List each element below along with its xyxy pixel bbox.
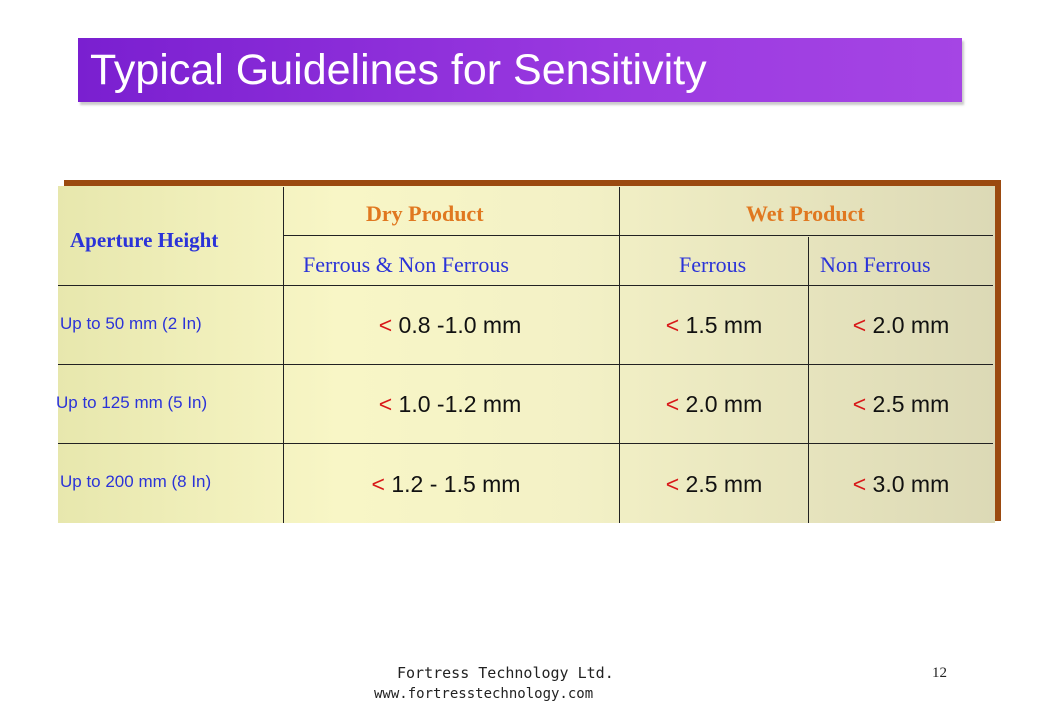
title-bar [78,38,962,102]
wet-ferrous-value-text: 2.0 mm [679,391,763,417]
divider-header-sub [283,235,993,236]
footer-website: www.fortresstechnology.com [374,686,594,702]
divider-row-0 [58,285,993,286]
less-than-symbol: < [852,471,867,497]
page-number: 12 [932,665,947,681]
footer-company: Fortress Technology Ltd. [397,664,614,682]
row-label: Up to 50 mm (2 In) [60,314,202,333]
divider-aperture [283,187,284,523]
dry-value-text: 1.0 -1.2 mm [392,391,522,417]
wet-ferrous-value-text: 2.5 mm [679,471,763,497]
wet-product-header: Wet Product [746,201,865,226]
dry-product-header: Dry Product [366,201,484,226]
less-than-symbol: < [378,391,393,417]
less-than-symbol: < [665,471,680,497]
wet-ferrous-value-text: 1.5 mm [679,312,763,338]
dry-value [290,391,610,418]
aperture-height-header: Aperture Height [70,228,219,252]
less-than-symbol: < [371,471,385,497]
divider-row-1 [58,364,993,365]
divider-dry-wet [619,187,620,523]
wet-ferrous-value [622,391,806,418]
dry-value-text: 0.8 -1.0 mm [392,312,522,338]
slide-title: Typical Guidelines for Sensitivity [90,46,707,94]
dry-value-text: 1.2 - 1.5 mm [384,471,521,497]
wet-ferrous-value [622,312,806,339]
less-than-symbol: < [852,312,867,338]
less-than-symbol: < [852,391,867,417]
wet-nonferrous-value [808,312,994,339]
less-than-symbol: < [665,312,680,338]
less-than-symbol: < [378,312,393,338]
wet-nonferrous-value [808,391,994,418]
wet-ferrous-value [622,471,806,498]
dry-subheader: Ferrous & Non Ferrous [303,252,509,277]
dry-value [290,312,610,339]
wet-nonferrous-value [808,471,994,498]
wet-nonferrous-value-text: 3.0 mm [866,471,950,497]
wet-nonferrous-subheader: Non Ferrous [820,252,931,277]
dry-value [286,471,606,498]
wet-nonferrous-value-text: 2.0 mm [866,312,950,338]
wet-nonferrous-value-text: 2.5 mm [866,391,950,417]
row-label: Up to 125 mm (5 In) [56,393,208,412]
wet-ferrous-subheader: Ferrous [679,252,747,277]
less-than-symbol: < [665,391,680,417]
row-label: Up to 200 mm (8 In) [60,472,212,491]
divider-row-2 [58,443,993,444]
